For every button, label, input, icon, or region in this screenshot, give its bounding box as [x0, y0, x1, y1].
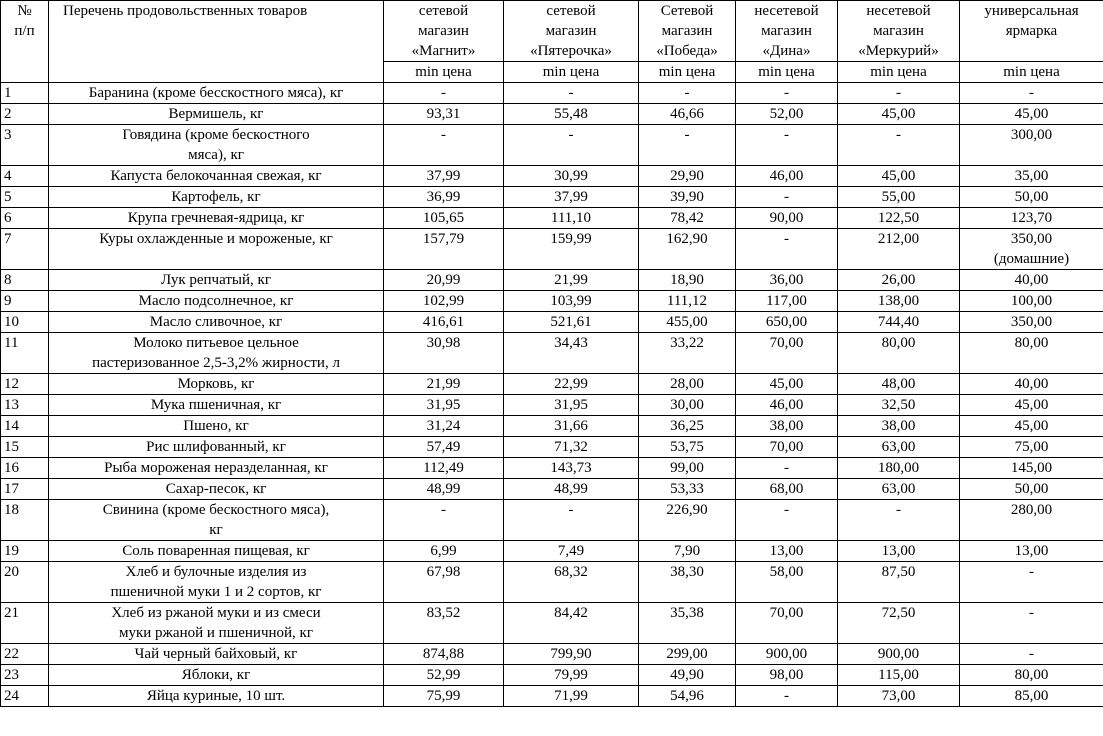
- price-cell: 45,00: [838, 104, 960, 125]
- table-row: [1, 665, 1103, 686]
- row-number: 19: [1, 541, 49, 562]
- row-number: 8: [1, 270, 49, 291]
- product-name: Масло подсолнечное, кг: [49, 291, 384, 312]
- product-name: Яблоки, кг: [49, 665, 384, 686]
- price-cell: 53,75: [639, 437, 736, 458]
- price-cell: 416,61: [384, 312, 504, 333]
- price-cell: 33,22: [639, 333, 736, 374]
- row-number: 18: [1, 500, 49, 541]
- price-cell: -: [639, 83, 736, 104]
- price-cell: 13,00: [960, 541, 1103, 562]
- row-number: 20: [1, 562, 49, 603]
- price-cell: 145,00: [960, 458, 1103, 479]
- price-cell: 31,24: [384, 416, 504, 437]
- price-cell: 52,00: [736, 104, 838, 125]
- price-cell: 521,61: [504, 312, 639, 333]
- header-product-list: Перечень продовольственных товаров: [49, 1, 384, 83]
- price-cell: 71,99: [504, 686, 639, 707]
- table-row: [1, 500, 1103, 541]
- price-cell: 162,90: [639, 229, 736, 270]
- price-cell: 63,00: [838, 437, 960, 458]
- product-name: Говядина (кроме бескостного мяса), кг: [49, 125, 384, 166]
- price-cell: 280,00: [960, 500, 1103, 541]
- product-name: Рис шлифованный, кг: [49, 437, 384, 458]
- price-cell: 38,00: [736, 416, 838, 437]
- price-cell: -: [736, 83, 838, 104]
- price-cell: -: [504, 125, 639, 166]
- price-cell: 180,00: [838, 458, 960, 479]
- price-cell: -: [736, 686, 838, 707]
- price-cell: 28,00: [639, 374, 736, 395]
- table-row: [1, 644, 1103, 665]
- row-number: 17: [1, 479, 49, 500]
- price-cell: 111,10: [504, 208, 639, 229]
- header-store-pyaterochka: сетевой магазин «Пятерочка»: [504, 1, 639, 62]
- price-cell: -: [736, 500, 838, 541]
- price-cell: 98,00: [736, 665, 838, 686]
- product-name: Сахар-песок, кг: [49, 479, 384, 500]
- price-cell: 63,00: [838, 479, 960, 500]
- price-cell: 84,42: [504, 603, 639, 644]
- price-cell: 111,12: [639, 291, 736, 312]
- price-cell: 21,99: [384, 374, 504, 395]
- table-row: [1, 541, 1103, 562]
- price-cell: 73,00: [838, 686, 960, 707]
- price-cell: -: [838, 125, 960, 166]
- price-cell: 122,50: [838, 208, 960, 229]
- price-cell: 100,00: [960, 291, 1103, 312]
- product-name: Хлеб и булочные изделия из пшеничной муки 1 и 2 сортов, кг: [49, 562, 384, 603]
- product-name: Лук репчатый, кг: [49, 270, 384, 291]
- product-name: Баранина (кроме бесскостного мяса), кг: [49, 83, 384, 104]
- table-row: [1, 374, 1103, 395]
- price-cell: 455,00: [639, 312, 736, 333]
- header-store-merkuriy: несетевой магазин «Меркурий»: [838, 1, 960, 62]
- price-cell: 35,38: [639, 603, 736, 644]
- price-cell: 48,99: [504, 479, 639, 500]
- price-cell: 117,00: [736, 291, 838, 312]
- price-cell: 143,73: [504, 458, 639, 479]
- price-cell: -: [838, 500, 960, 541]
- price-cell: 40,00: [960, 270, 1103, 291]
- price-cell: 52,99: [384, 665, 504, 686]
- price-cell: 48,99: [384, 479, 504, 500]
- price-cell: 46,66: [639, 104, 736, 125]
- table-row: [1, 686, 1103, 707]
- price-cell: 900,00: [838, 644, 960, 665]
- price-cell: 21,99: [504, 270, 639, 291]
- table-row: [1, 187, 1103, 208]
- row-number: 2: [1, 104, 49, 125]
- table-row: [1, 104, 1103, 125]
- price-cell: -: [838, 83, 960, 104]
- price-cell: 299,00: [639, 644, 736, 665]
- price-cell: -: [736, 125, 838, 166]
- price-cell: 36,99: [384, 187, 504, 208]
- price-cell: 13,00: [838, 541, 960, 562]
- price-cell: 45,00: [960, 395, 1103, 416]
- product-name: Крупа гречневая-ядрица, кг: [49, 208, 384, 229]
- row-number: 11: [1, 333, 49, 374]
- price-cell: 45,00: [736, 374, 838, 395]
- row-number: 7: [1, 229, 49, 270]
- price-cell: -: [960, 562, 1103, 603]
- header-store-dina: несетевой магазин «Дина»: [736, 1, 838, 62]
- price-cell: 159,99: [504, 229, 639, 270]
- price-cell: 75,99: [384, 686, 504, 707]
- price-cell: -: [639, 125, 736, 166]
- price-cell: 36,25: [639, 416, 736, 437]
- row-number: 24: [1, 686, 49, 707]
- row-number: 10: [1, 312, 49, 333]
- price-cell: 115,00: [838, 665, 960, 686]
- table-row: [1, 125, 1103, 166]
- row-number: 6: [1, 208, 49, 229]
- row-number: 23: [1, 665, 49, 686]
- price-cell: 70,00: [736, 437, 838, 458]
- price-cell: 99,00: [639, 458, 736, 479]
- price-cell: 85,00: [960, 686, 1103, 707]
- price-cell: 112,49: [384, 458, 504, 479]
- table-row: [1, 208, 1103, 229]
- price-cell: 46,00: [736, 395, 838, 416]
- price-cell: 38,30: [639, 562, 736, 603]
- price-cell: 71,32: [504, 437, 639, 458]
- price-cell: 30,98: [384, 333, 504, 374]
- price-cell: 37,99: [384, 166, 504, 187]
- product-name: Чай черный байховый, кг: [49, 644, 384, 665]
- header-store-magnit: сетевой магазин «Магнит»: [384, 1, 504, 62]
- product-name: Мука пшеничная, кг: [49, 395, 384, 416]
- price-cell: 799,90: [504, 644, 639, 665]
- table-row: [1, 229, 1103, 270]
- min-price-label: min цена: [838, 62, 960, 83]
- row-number: 1: [1, 83, 49, 104]
- price-cell: 67,98: [384, 562, 504, 603]
- price-cell: -: [384, 83, 504, 104]
- price-cell: 37,99: [504, 187, 639, 208]
- price-cell: 31,95: [384, 395, 504, 416]
- product-name: Картофель, кг: [49, 187, 384, 208]
- price-cell: 68,00: [736, 479, 838, 500]
- product-name: Морковь, кг: [49, 374, 384, 395]
- price-cell: 50,00: [960, 187, 1103, 208]
- price-cell: 350,00 (домашние): [960, 229, 1103, 270]
- price-cell: -: [736, 187, 838, 208]
- table-body: [1, 83, 1103, 707]
- product-name: Масло сливочное, кг: [49, 312, 384, 333]
- price-cell: 31,66: [504, 416, 639, 437]
- price-cell: 32,50: [838, 395, 960, 416]
- table-row: [1, 83, 1103, 104]
- table-row: [1, 603, 1103, 644]
- min-price-label: min цена: [384, 62, 504, 83]
- price-cell: 874,88: [384, 644, 504, 665]
- price-cell: 57,49: [384, 437, 504, 458]
- price-cell: 54,96: [639, 686, 736, 707]
- price-cell: 80,00: [838, 333, 960, 374]
- table-row: [1, 166, 1103, 187]
- table-row: [1, 312, 1103, 333]
- price-cell: 87,50: [838, 562, 960, 603]
- price-cell: 18,90: [639, 270, 736, 291]
- price-cell: 93,31: [384, 104, 504, 125]
- price-cell: 30,99: [504, 166, 639, 187]
- price-cell: 50,00: [960, 479, 1103, 500]
- price-cell: 900,00: [736, 644, 838, 665]
- table-row: [1, 458, 1103, 479]
- product-name: Свинина (кроме бескостного мяса), кг: [49, 500, 384, 541]
- min-price-label: min цена: [639, 62, 736, 83]
- row-number: 4: [1, 166, 49, 187]
- price-cell: 103,99: [504, 291, 639, 312]
- price-cell: 350,00: [960, 312, 1103, 333]
- price-cell: 29,90: [639, 166, 736, 187]
- price-cell: 38,00: [838, 416, 960, 437]
- price-cell: 22,99: [504, 374, 639, 395]
- price-cell: 40,00: [960, 374, 1103, 395]
- table-row: [1, 291, 1103, 312]
- row-number: 21: [1, 603, 49, 644]
- row-number: 22: [1, 644, 49, 665]
- price-cell: 744,40: [838, 312, 960, 333]
- product-name: Рыба мороженая неразделанная, кг: [49, 458, 384, 479]
- price-cell: -: [736, 229, 838, 270]
- price-cell: 138,00: [838, 291, 960, 312]
- price-cell: -: [504, 83, 639, 104]
- price-cell: 212,00: [838, 229, 960, 270]
- product-name: Вермишель, кг: [49, 104, 384, 125]
- price-cell: 49,90: [639, 665, 736, 686]
- price-cell: 80,00: [960, 333, 1103, 374]
- price-cell: 79,99: [504, 665, 639, 686]
- row-number: 13: [1, 395, 49, 416]
- price-cell: 123,70: [960, 208, 1103, 229]
- product-name: Пшено, кг: [49, 416, 384, 437]
- price-cell: 26,00: [838, 270, 960, 291]
- table-row: [1, 479, 1103, 500]
- row-number: 16: [1, 458, 49, 479]
- price-cell: 157,79: [384, 229, 504, 270]
- price-cell: 39,90: [639, 187, 736, 208]
- product-name: Молоко питьевое цельное пастеризованное 2,5-3,2% жирности, л: [49, 333, 384, 374]
- price-cell: -: [736, 458, 838, 479]
- price-cell: 34,43: [504, 333, 639, 374]
- price-cell: 45,00: [838, 166, 960, 187]
- price-cell: 30,00: [639, 395, 736, 416]
- table-row: [1, 416, 1103, 437]
- row-number: 5: [1, 187, 49, 208]
- header-universal-fair: универсальная ярмарка: [960, 1, 1103, 62]
- price-cell: 300,00: [960, 125, 1103, 166]
- price-cell: 75,00: [960, 437, 1103, 458]
- price-cell: 650,00: [736, 312, 838, 333]
- product-name: Соль поваренная пищевая, кг: [49, 541, 384, 562]
- header-row: [1, 1, 1103, 62]
- product-name: Капуста белокочанная свежая, кг: [49, 166, 384, 187]
- row-number: 15: [1, 437, 49, 458]
- price-cell: 45,00: [960, 104, 1103, 125]
- table-row: [1, 395, 1103, 416]
- price-cell: 7,90: [639, 541, 736, 562]
- row-number: 9: [1, 291, 49, 312]
- price-cell: -: [960, 603, 1103, 644]
- table-row: [1, 562, 1103, 603]
- min-price-label: min цена: [736, 62, 838, 83]
- price-cell: -: [960, 644, 1103, 665]
- price-cell: 78,42: [639, 208, 736, 229]
- price-cell: 7,49: [504, 541, 639, 562]
- price-cell: 55,00: [838, 187, 960, 208]
- price-cell: 105,65: [384, 208, 504, 229]
- table-row: [1, 270, 1103, 291]
- price-cell: 70,00: [736, 333, 838, 374]
- price-cell: 72,50: [838, 603, 960, 644]
- product-name: Куры охлажденные и мороженые, кг: [49, 229, 384, 270]
- price-cell: 13,00: [736, 541, 838, 562]
- price-cell: 68,32: [504, 562, 639, 603]
- price-cell: 48,00: [838, 374, 960, 395]
- price-cell: 70,00: [736, 603, 838, 644]
- product-name: Яйца куриные, 10 шт.: [49, 686, 384, 707]
- price-cell: 31,95: [504, 395, 639, 416]
- price-cell: 35,00: [960, 166, 1103, 187]
- row-number: 12: [1, 374, 49, 395]
- price-cell: -: [384, 125, 504, 166]
- row-number: 14: [1, 416, 49, 437]
- price-cell: -: [960, 83, 1103, 104]
- header-number: № п/п: [1, 1, 49, 83]
- header-store-pobeda: Сетевой магазин «Победа»: [639, 1, 736, 62]
- table-row: [1, 333, 1103, 374]
- price-cell: 226,90: [639, 500, 736, 541]
- price-cell: 6,99: [384, 541, 504, 562]
- row-number: 3: [1, 125, 49, 166]
- price-cell: 55,48: [504, 104, 639, 125]
- price-cell: 36,00: [736, 270, 838, 291]
- price-cell: 83,52: [384, 603, 504, 644]
- min-price-label: min цена: [960, 62, 1103, 83]
- price-cell: -: [504, 500, 639, 541]
- price-cell: -: [384, 500, 504, 541]
- min-price-label: min цена: [504, 62, 639, 83]
- price-cell: 45,00: [960, 416, 1103, 437]
- price-cell: 90,00: [736, 208, 838, 229]
- product-name: Хлеб из ржаной муки и из смеси муки ржаной и пшеничной, кг: [49, 603, 384, 644]
- table-row: [1, 437, 1103, 458]
- price-cell: 102,99: [384, 291, 504, 312]
- price-cell: 46,00: [736, 166, 838, 187]
- price-cell: 80,00: [960, 665, 1103, 686]
- price-cell: 58,00: [736, 562, 838, 603]
- price-cell: 20,99: [384, 270, 504, 291]
- price-cell: 53,33: [639, 479, 736, 500]
